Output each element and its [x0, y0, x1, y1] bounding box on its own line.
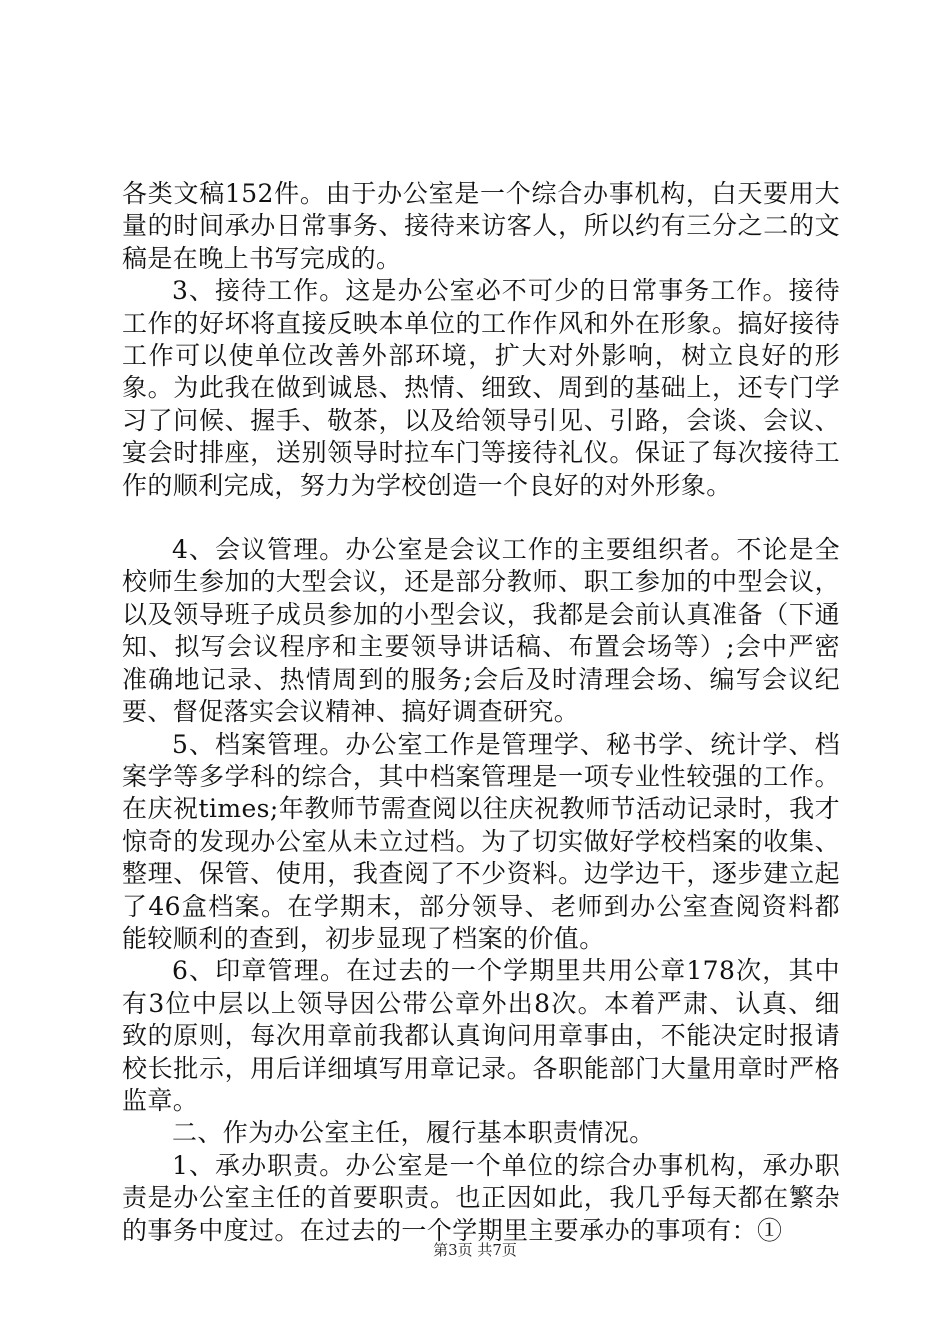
paragraph-reception-work: 3、接待工作。这是办公室必不可少的日常事务工作。接待工作的好坏将直接反映本单位的工作作风和外在形象。搞好接待工作可以使单位改善外部环境，扩大对外影响，树立良好的形象。为此我在做到诚恳、热情、细致、周到的基础上，还专门学习了问候、握手、敬茶，以及给领导引见、引路，会谈、会议、宴会时排座，送别领导时拉车门等接待礼仪。保证了每次接待工作的顺利完成，努力为学校创造一个良好的对外形象。: [122, 276, 840, 500]
document-body: [122, 178, 840, 1247]
section-heading-director-duties: 二、作为办公室主任，履行基本职责情况。: [172, 1118, 655, 1148]
paragraph-archive-management: 5、档案管理。办公室工作是管理学、秘书学、统计学、档案学等多学科的综合，其中档案管理是一项专业性较强的工作。在庆祝times;年教师节需查阅以往庆祝教师节活动记录时，我才惊奇的发现办公室从未立过档。为了切实做好学校档案的收集、整理、保管、使用，我查阅了不少资料。边学边干，逐步建立起了46盒档案。在学期末，部分领导、老师到办公室查阅资料都能较顺利的查到，初步显现了档案的价值。: [122, 729, 840, 953]
paragraph-documents-continued: 各类文稿152件。由于办公室是一个综合办事机构，白天要用大量的时间承办日常事务、接待来访客人，所以约有三分之二的文稿是在晚上书写完成的。: [122, 179, 840, 273]
paragraph-seal-management: 6、印章管理。在过去的一个学期里共用公章178次，其中有3位中层以上领导因公带公章外出8次。本着严肃、认真、细致的原则，每次用章前我都认真询问用章事由，不能决定时报请校长批示，用后详细填写用章记录。各职能部门大量用章时严格监章。: [122, 956, 840, 1115]
paragraph-undertaking-duties: 1、承办职责。办公室是一个单位的综合办事机构，承办职责是办公室主任的首要职责。也正因如此，我几乎每天都在繁杂的事务中度过。在过去的一个学期里主要承办的事项有：①: [122, 1150, 840, 1245]
page-number-footer: 第3页 共7页: [433, 1241, 517, 1259]
paragraph-meeting-management: 4、会议管理。办公室是会议工作的主要组织者。不论是全校师生参加的大型会议，还是部分教师、职工参加的中型会议，以及领导班子成员参加的小型会议，我都是会前认真准备（下通知、拟写会议程序和主要领导讲话稿、布置会场等）;会中严密准确地记录、热情周到的服务;会后及时清理会场、编写会议纪要、督促落实会议精神、搞好调查研究。: [122, 535, 840, 727]
